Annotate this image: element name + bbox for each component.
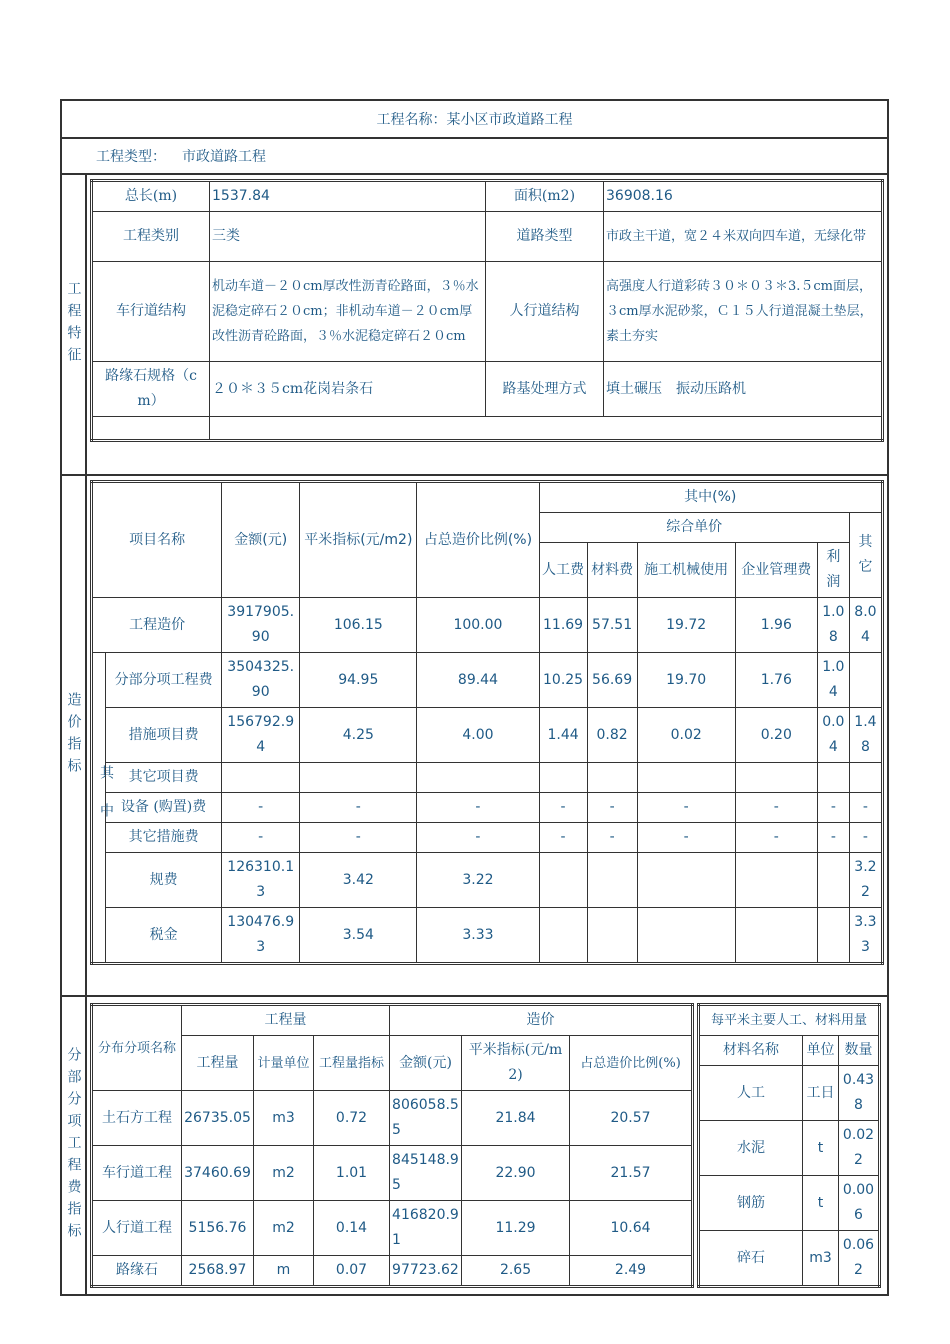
header-material-name: 材料名称 xyxy=(699,1036,803,1066)
header-item: 项目名称 xyxy=(92,482,222,598)
table-row: 碎石 m3 0.062 xyxy=(699,1231,880,1287)
table-row: 钢筋 t 0.006 xyxy=(699,1176,880,1231)
table-row: 其中 分部分项工程费 3504325.90 94.95 89.44 10.25 56.69 19.70 1.76 1.04 xyxy=(92,653,883,708)
project-type-value: 市政道路工程 xyxy=(182,149,266,165)
table-row: 土石方工程 26735.05 m3 0.72 806058.55 21.84 20.57 xyxy=(92,1091,693,1146)
cost-side-label: 造价指标 xyxy=(62,476,87,995)
subgrade-value: 填土碾压 振动压路机 xyxy=(604,362,883,417)
header-material-qty: 数量 xyxy=(839,1036,880,1066)
header-sub-per-m2: 平米指标(元/m2) xyxy=(462,1036,570,1091)
area-value: 36908.16 xyxy=(604,181,883,212)
cost-section xyxy=(62,476,887,997)
header-qty-index: 工程量指标 xyxy=(314,1036,390,1091)
sub-item-table xyxy=(90,1003,694,1288)
category-label: 工程类别 xyxy=(92,212,210,262)
header-profit: 利润 xyxy=(817,543,849,598)
table-row: 其它项目费 xyxy=(92,763,883,793)
cost-index-sheet xyxy=(60,99,889,1296)
empty-cell xyxy=(210,417,883,441)
table-row: 车行道工程 37460.69 m2 1.01 845148.95 22.90 21.57 xyxy=(92,1146,693,1201)
total-length-label: 总长(m) xyxy=(92,181,210,212)
total-length-value: 1537.84 xyxy=(210,181,486,212)
table-row: 税金 130476.93 3.54 3.33 3.33 xyxy=(92,908,883,964)
sidewalk-label: 人行道结构 xyxy=(486,262,604,362)
header-sub-amount: 金额(元) xyxy=(390,1036,462,1091)
header-material: 材料费 xyxy=(587,543,637,598)
road-type-label: 道路类型 xyxy=(486,212,604,262)
table-row: 规费 126310.13 3.42 3.22 3.22 xyxy=(92,853,883,908)
empty-cell xyxy=(92,417,210,441)
header-unit: 计量单位 xyxy=(254,1036,314,1091)
header-per-m2: 平米指标(元/m2) xyxy=(300,482,417,598)
table-row: 人行道工程 5156.76 m2 0.14 416820.91 11.29 10.64 xyxy=(92,1201,693,1256)
materials-table xyxy=(697,1003,881,1288)
subgrade-label: 路基处理方式 xyxy=(486,362,604,417)
header-machine: 施工机械使用 xyxy=(637,543,735,598)
project-type-label: 工程类型： xyxy=(96,149,166,165)
table-row: 路缘石 2568.97 m 0.07 97723.62 2.65 2.49 xyxy=(92,1256,693,1287)
carriageway-value: 机动车道－２０cm厚改性沥青砼路面，３％水泥稳定碎石２０cm；非机动车道－２０cm厚改性沥青砼路面，３％水泥稳定碎石２０cm xyxy=(210,262,486,362)
road-type-value: 市政主干道，宽２４米双向四车道，无绿化带 xyxy=(604,212,883,262)
header-ratio: 占总造价比例(%) xyxy=(417,482,539,598)
sub-item-side-label: 分部分项工程费指标 xyxy=(62,997,87,1294)
header-labor: 人工费 xyxy=(539,543,587,598)
table-row: 其它措施费 - - - - - - - - - xyxy=(92,823,883,853)
project-name: 工程名称：某小区市政道路工程 xyxy=(62,101,887,139)
of-which-label: 其中 xyxy=(92,653,106,964)
area-label: 面积(m2) xyxy=(486,181,604,212)
header-of-which: 其中(%) xyxy=(539,482,882,513)
features-section xyxy=(62,175,887,476)
header-material-unit: 单位 xyxy=(803,1036,839,1066)
category-value: 三类 xyxy=(210,212,486,262)
sub-item-section xyxy=(62,997,887,1294)
header-subitem-name: 分布分项名称 xyxy=(92,1005,182,1091)
project-type-row xyxy=(62,139,887,175)
header-unit-price: 综合单价 xyxy=(539,513,849,543)
features-table xyxy=(90,179,884,442)
header-amount: 金额(元) xyxy=(222,482,300,598)
table-row: 工程造价 3917905.90 106.15 100.00 11.69 57.51 19.72 1.96 1.08 8.04 xyxy=(92,598,883,653)
header-cost-group: 造价 xyxy=(390,1005,693,1036)
cost-table xyxy=(90,480,884,965)
header-qty-group: 工程量 xyxy=(182,1005,390,1036)
table-row: 设备 (购置)费 - - - - - - - - - xyxy=(92,793,883,823)
table-row: 水泥 t 0.022 xyxy=(699,1121,880,1176)
curb-value: ２０＊３５cm花岗岩条石 xyxy=(210,362,486,417)
header-sub-ratio: 占总造价比例(%) xyxy=(570,1036,693,1091)
header-other: 其它 xyxy=(849,513,882,598)
materials-title: 每平米主要人工、材料用量 xyxy=(699,1005,880,1036)
table-row: 人工 工日 0.438 xyxy=(699,1066,880,1121)
header-mgmt: 企业管理费 xyxy=(735,543,817,598)
table-row: 措施项目费 156792.94 4.25 4.00 1.44 0.82 0.02 0.20 0.04 1.48 xyxy=(92,708,883,763)
header-qty: 工程量 xyxy=(182,1036,254,1091)
curb-label: 路缘石规格（cm） xyxy=(92,362,210,417)
sidewalk-value: 高强度人行道彩砖３０＊０３＊3.５cm面层，３cm厚水泥砂浆，Ｃ１５人行道混凝土垫层，素土夯实 xyxy=(604,262,883,362)
carriageway-label: 车行道结构 xyxy=(92,262,210,362)
features-side-label: 工程特征 xyxy=(62,175,87,474)
